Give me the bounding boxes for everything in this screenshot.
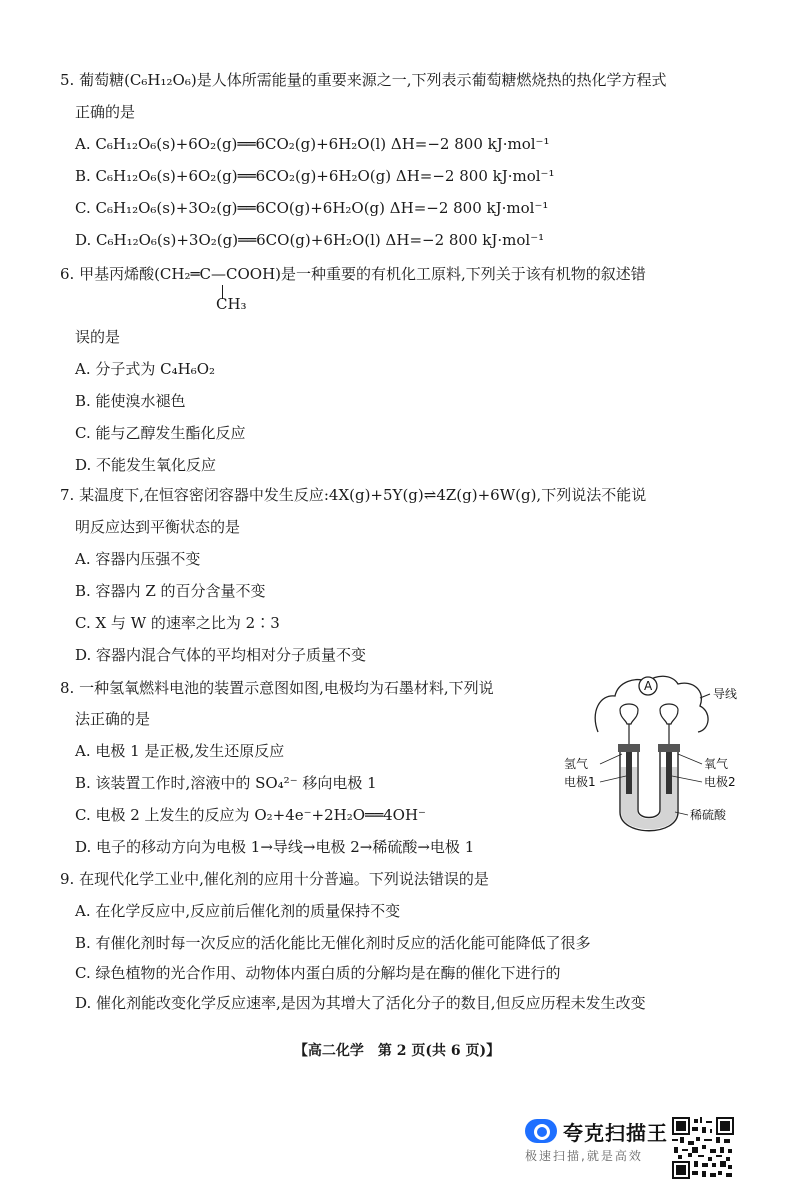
ammeter-label: A: [644, 679, 653, 693]
q5-stem-line1: 5. 葡萄糖(C₆H₁₂O₆)是人体所需能量的重要来源之一,下列表示葡萄糖燃烧热的热化学方程式: [60, 71, 667, 89]
q8-stem-line2: 法正确的是: [75, 710, 151, 728]
q9-option-d: D. 催化剂能改变化学反应速率,是因为其增大了活化分子的数目,但反应历程未发生改变: [75, 994, 646, 1012]
q9-option-a: A. 在化学反应中,反应前后催化剂的质量保持不变: [75, 902, 401, 920]
q6-stem-line1: 6. 甲基丙烯酸(CH₂═C—COOH)是一种重要的有机化工原料,下列关于该有机物的叙述错: [60, 265, 646, 283]
acid-leader: [675, 812, 688, 815]
scanner-brand-name: 夸克扫描王: [563, 1121, 668, 1145]
q7-stem-line2: 明反应达到平衡状态的是: [75, 518, 241, 536]
electrode2-label: 电极2: [704, 775, 736, 789]
q6-option-d: D. 不能发生氧化反应: [75, 456, 217, 474]
page-footer: 【高二化学 第 2 页(共 6 页)】: [293, 1043, 501, 1059]
q7-option-d: D. 容器内混合气体的平均相对分子质量不变: [75, 646, 367, 664]
hydrogen-label: 氢气: [564, 757, 589, 771]
q6-option-a: A. 分子式为 C₄H₆O₂: [75, 360, 216, 378]
q8-option-a: A. 电极 1 是正极,发生还原反应: [75, 742, 285, 760]
q8-stem-line1: 8. 一种氢氧燃料电池的装置示意图如图,电极均为石墨材料,下列说: [60, 679, 494, 697]
q7-option-a: A. 容器内压强不变: [75, 550, 201, 568]
q7-option-c: C. X 与 W 的速率之比为 2∶3: [75, 614, 280, 632]
wire-label: 导线: [713, 687, 738, 701]
q6-option-b: B. 能使溴水褪色: [75, 392, 186, 410]
scanner-logo-icon: [525, 1119, 557, 1143]
hydrogen-leader: [600, 754, 622, 764]
electrode-2: [666, 752, 672, 794]
u-tube-inner: [638, 752, 660, 818]
q8-option-b: B. 该装置工作时,溶液中的 SO₄²⁻ 移向电极 1: [75, 774, 377, 792]
electrode-1: [626, 752, 632, 794]
q6-option-c: C. 能与乙醇发生酯化反应: [75, 424, 246, 442]
scanner-brand: [525, 1117, 680, 1163]
acid-label: 稀硫酸: [690, 808, 727, 822]
q5-option-a: A. C₆H₁₂O₆(s)+6O₂(g)══6CO₂(g)+6H₂O(l) ΔH=−2 800 kJ·mol⁻¹: [75, 135, 550, 153]
q5-stem-line2: 正确的是: [75, 103, 136, 121]
electrode1-label: 电极1: [564, 775, 596, 789]
q9-option-b: B. 有催化剂时每一次反应的活化能比无催化剂时反应的活化能可能降低了很多: [75, 934, 591, 952]
q5-option-c: C. C₆H₁₂O₆(s)+3O₂(g)══6CO(g)+6H₂O(g) ΔH=−2 800 kJ·mol⁻¹: [75, 199, 549, 217]
oxygen-leader: [678, 754, 702, 764]
q5-option-d: D. C₆H₁₂O₆(s)+3O₂(g)══6CO(g)+6H₂O(l) ΔH=−2 800 kJ·mol⁻¹: [75, 231, 545, 249]
right-stopper: [658, 744, 680, 752]
scanner-slogan: 极速扫描,就是高效: [525, 1149, 643, 1163]
q5-option-b: B. C₆H₁₂O₆(s)+6O₂(g)══6CO₂(g)+6H₂O(g) ΔH=−2 800 kJ·mol⁻¹: [75, 167, 555, 185]
q6-stem-line2: 误的是: [75, 328, 121, 346]
qr-code-icon: [672, 1117, 734, 1179]
oxygen-funnel: [660, 704, 678, 724]
q8-option-d: D. 电子的移动方向为电极 1→导线→电极 2→稀硫酸→电极 1: [75, 838, 475, 856]
q7-stem-line1: 7. 某温度下,在恒容密闭容器中发生反应:4X(g)+5Y(g)⇌4Z(g)+6W(g),下列说法不能说: [60, 486, 647, 504]
q6-methyl-group: CH₃: [216, 295, 247, 313]
left-stopper: [618, 744, 640, 752]
q9-option-c: C. 绿色植物的光合作用、动物体内蛋白质的分解均是在酶的催化下进行的: [75, 964, 561, 982]
q9-stem-line1: 9. 在现代化学工业中,催化剂的应用十分普遍。下列说法错误的是: [60, 870, 489, 888]
hydrogen-funnel: [620, 704, 638, 724]
oxygen-label: 氧气: [704, 757, 729, 771]
fuel-cell-diagram: [560, 672, 760, 842]
q8-option-c: C. 电极 2 上发生的反应为 O₂+4e⁻+2H₂O══4OH⁻: [75, 806, 426, 824]
q7-option-b: B. 容器内 Z 的百分含量不变: [75, 582, 266, 600]
